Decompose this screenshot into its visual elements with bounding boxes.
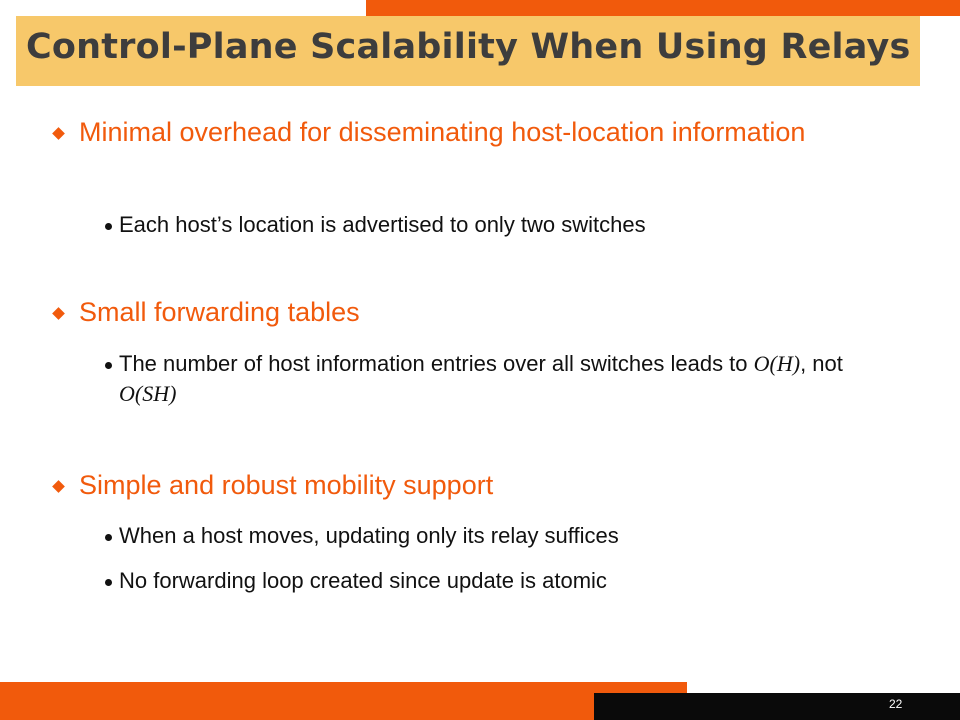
sub-bullet-dot-icon [105, 534, 112, 541]
bullet-2-sub-1-middle: , not [800, 351, 843, 376]
complexity-expression-osh: O(SH) [119, 380, 177, 406]
bullet-3-sub-1: When a host moves, updating only its relay suffices [119, 523, 619, 548]
bullet-2-sub-1-prefix: The number of host information entries over all switches leads to [119, 351, 754, 376]
bullet-3-sub-2: No forwarding loop created since update is atomic [119, 568, 607, 593]
page-number: 22 [889, 697, 903, 711]
footer-bar [594, 693, 960, 720]
bullet-1-text: Minimal overhead for disseminating host-location information [79, 117, 806, 147]
bullet-diamond-icon [52, 127, 65, 140]
bullet-3-text: Simple and robust mobility support [79, 470, 494, 500]
bullet-1-sub-1: Each host’s location is advertised to only two switches [119, 212, 646, 237]
complexity-expression-oh: O(H) [753, 351, 801, 376]
bottom-accent-bar [0, 682, 687, 720]
sub-bullet-dot-icon [105, 223, 112, 230]
slide-title: Control-Plane Scalability When Using Relays [26, 27, 911, 67]
sub-bullet-dot-icon [105, 362, 112, 369]
bullet-diamond-icon [52, 480, 65, 493]
bullet-2-text: Small forwarding tables [79, 297, 360, 327]
bullet-diamond-icon [52, 307, 65, 320]
bullet-2-sub-1 [119, 349, 869, 409]
sub-bullet-dot-icon [105, 579, 112, 586]
